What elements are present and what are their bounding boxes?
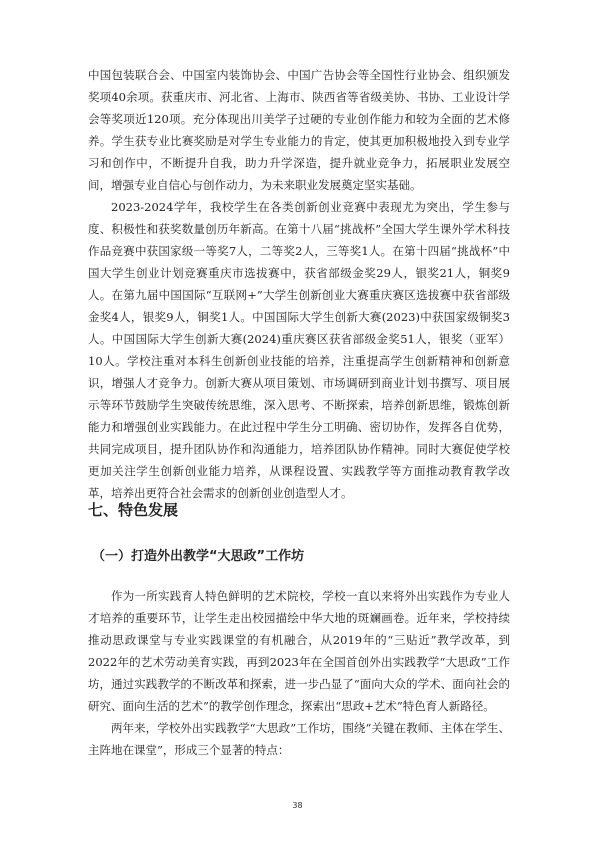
- paragraph-1: 中国包装联合会、中国室内装饰协会、中国广告协会等全国性行业协会、组织颁发奖项40余项。获重庆市、河北省、上海市、陕西省等省级美协、书协、工业设计学会等奖项近120项。充分体现出川美学子过硬的专业创作能力和较为全面的艺术修养。学生获专业比赛奖励是对学生专业能力的肯定，使其更加积极地投入到专业学习和创作中，不断提升自我，助力升学深造，提升就业竞争力，拓展职业发展空间，增强专业自信心与创作动力，为未来职业发展奠定坚实基础。: [88, 68, 510, 192]
- body-text-top: [88, 64, 510, 504]
- paragraph-2: 2023-2024学年，我校学生在各类创新创业竞赛中表现尤为突出，学生参与度、积极性和获奖数量创历年新高。在第十八届“挑战杯”全国大学生课外学术科技作品竞赛中获国家级一等奖7人，二等奖2人，三等奖1人。在第十四届“挑战杯”中国大学生创业计划竞赛重庆市选拔赛中，获省部级金奖29人，银奖21人，铜奖9人。在第九届中国国际“互联网+”大学生创新创业大赛重庆赛区选拔赛中获省部级金奖4人，银奖9人，铜奖1人。中国国际大学生创新大赛(2023)中获国家级铜奖3人。中国国际大学生创新大赛(2024)重庆赛区获省部级金奖51人，银奖（亚军）10人。学校注重对本科生创新创业技能的培养，注重提高学生创新精神和创新意识，增强人才竞争力。创新大赛从项目策划、市场调研到商业计划书撰写、项目展示等环节鼓励学生突破传统思维，深入思考、不断探索，培养创新思维，锻炼创新能力和增强创业实践能力。在此过程中学生分工明确、密切协作，发挥各自优势，共同完成项目，提升团队协作和沟通能力，培养团队协作精神。同时大赛促使学校更加关注学生创新创业能力培养，从课程设置、实践教学等方面推动教育教学改革，培养出更符合社会需求的创新创业创造型人才。: [88, 200, 510, 500]
- section-heading: 七、特色发展: [88, 501, 179, 519]
- body-text-bottom: [88, 585, 510, 761]
- page-number: 38: [292, 801, 303, 810]
- paragraph-4: 两年来，学校外出实践教学“大思政”工作坊，围绕“关键在教师、主体在学生、主阵地在课堂”，形成三个显著的特点：: [88, 721, 510, 757]
- subsection-heading: （一）打造外出教学“大思政”工作坊: [92, 549, 305, 564]
- paragraph-3: 作为一所实践育人特色鲜明的艺术院校，学校一直以来将外出实践作为专业人才培养的重要环节，让学生走出校园描绘中华大地的斑斓画卷。近年来，学校持续推动思政课堂与专业实践课堂的有机融合，从2019年的“三贴近”教学改革，到2022年的艺术劳动美育实践，再到2023年在全国首创外出实践教学“大思政”工作坊，通过实践教学的不断改革和探索，进一步凸显了“面向大众的学术、面向社会的研究、面向生活的艺术”的教学创作理念，探索出“思政+艺术”特色育人新路径。: [88, 589, 510, 713]
